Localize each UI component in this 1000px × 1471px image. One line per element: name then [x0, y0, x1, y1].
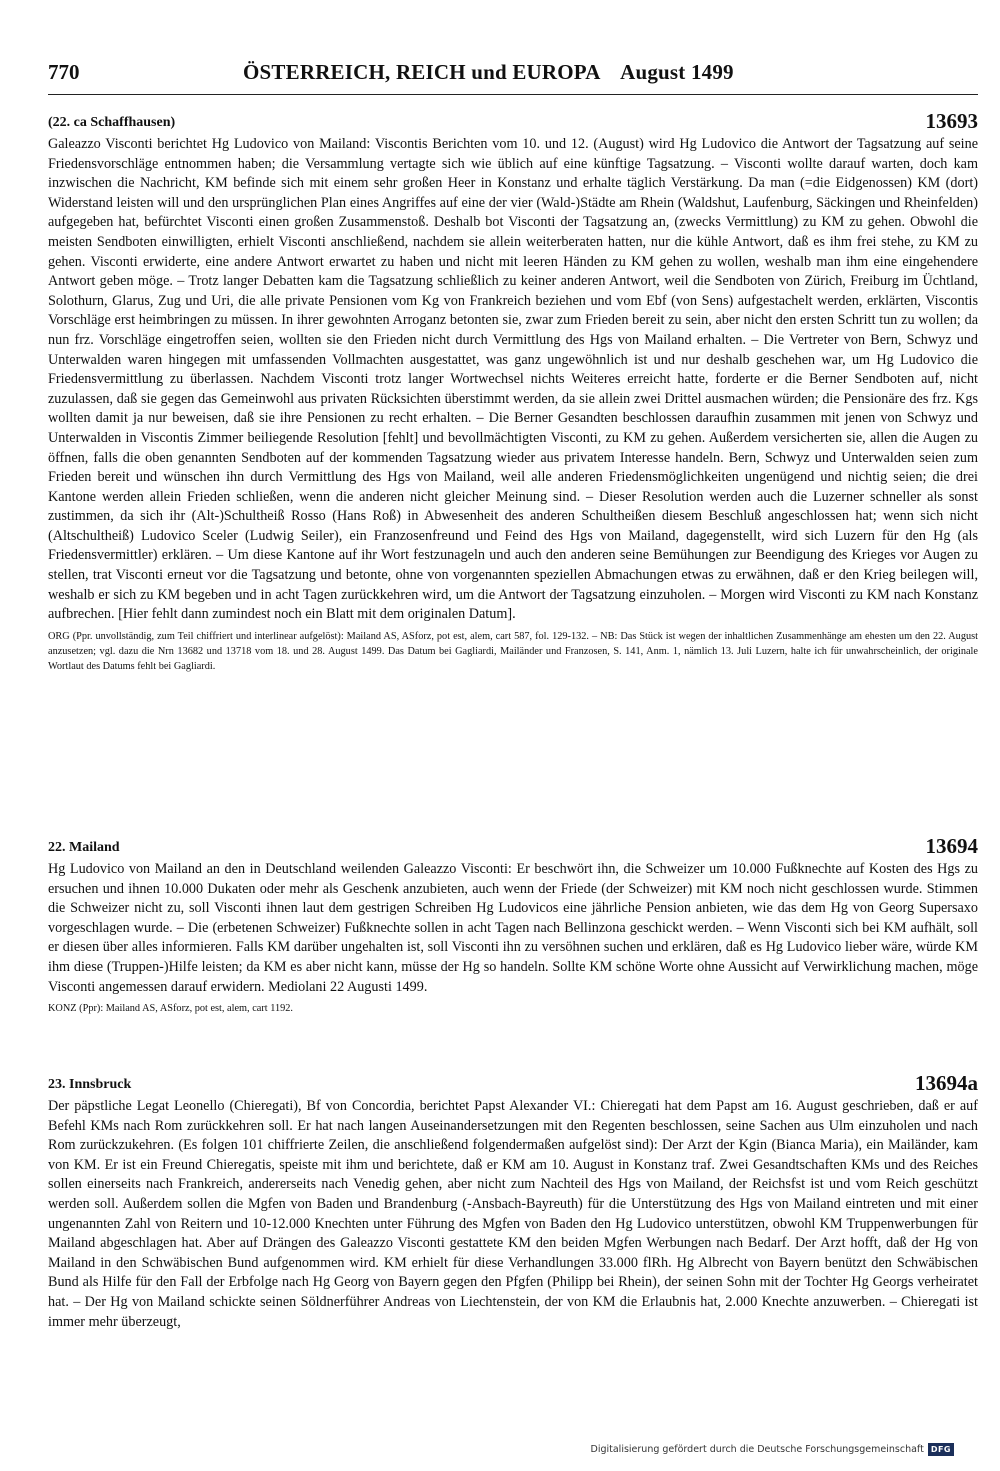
entry-13694a: [48, 1071, 978, 1332]
entry-number: 13693: [925, 109, 978, 133]
entry-13693: [48, 109, 978, 674]
entry-source: KONZ (Ppr): Mailand AS, ASforz, pot est, alem, cart 1192.: [48, 1003, 293, 1015]
credit-text: Digitalisierung gefördert durch die Deutsche Forschungsgemeinschaft: [590, 1444, 924, 1455]
entry-place: (22. ca Schaffhausen): [48, 115, 176, 130]
running-title: ÖSTERREICH, REICH und EUROPA August 1499: [243, 60, 734, 84]
entry-number: 13694a: [915, 1071, 978, 1095]
entry-body: Hg Ludovico von Mailand an den in Deutschland weilenden Galeazzo Visconti: Er beschwört ihn, die Schweizer um 10.000 Fußknechte auf Kosten des Hgs zu ersuchen und ihnen 10.000 Dukaten oder mehr als Geschenk anzubieten, auch wenn der Friede (der Schweizer) mit KM noch nicht geschlossen wurde. Stimmen die Schweizer nicht zu, soll Visconti ihnen laut dem gestrigen Schreiben Hg Ludovicos eine jährliche Pension anbieten, wie das dem Hg von Georg Supersaxo vorgeschlagen wurde. – Die (erbetenen Schweizer) Fußknechte sollen in acht Tagen nach Bellinzona geschickt werden. – Wenn Visconti sich bei KM aufhält, soll er diesen über alles informieren. Falls KM darüber ungehalten ist, soll Visconti ihn zu versöhnen suchen und erklären, daß es Hg Ludovico lieber wäre, würde KM ihm diese (Truppen-)Hilfe leisten; da KM es aber nicht kann, müsse der Hg so handeln. Sollte KM schöne Worte ohne Aussicht auf Verwirklichung machen, möge Visconti angemessen darauf erwidern. Mediolani 22 Augusti 1499.: [48, 861, 978, 995]
entry-header: [48, 109, 978, 135]
digitization-credit: [591, 1443, 954, 1456]
entry-header: [48, 834, 978, 860]
entry-body: Der päpstliche Legat Leonello (Chieregati), Bf von Concordia, berichtet Papst Alexander VI.: Chieregati hat dem Papst am 16. August geschrieben, daß er auf Befehl KMs nach Rom zurückkehren soll. Er hat nach langen Auseinandersetzungen mit den Regenten beschlossen, seine Sachen aus Ulm einzuholen und nach Rom zurückzukehren. (Es folgen 101 chiffrierte Zeilen, die anschließend folgendermaßen aufgelöst sind): Der Arzt der Kgin (Bianca Maria), ein Mailänder, kam von KM. Er ist ein Freund Chieregatis, speiste mit ihm und berichtete, daß er KM am 10. August in Konstanz traf. Zwei Gesandtschaften KMs und des Reiches sollen einerseits nach Frankreich, andererseits nach Venedig gehen, aber nicht zum Nachteil des Hgs von Mailand, der Reichsfst ist und vom Reich geschützt werden soll. Außerdem sollen die Mgfen von Baden und Brandenburg (-Ansbach-Bayreuth) für die Unterstützung des Hgs von Mailand eintreten und mit einer ungenannten Zahl von Reitern und 10-12.000 Knechten unter Führung des Mgfen von Baden den Hg Ludovico unterstützen, obwohl KM Truppenwerbungen für Mailand abgeschlagen hat. Aber auf Drängen des Galeazzo Visconti gestattete KM den beiden Mgfen Werbungen nach Bedarf. Der Arzt hofft, daß der Hg von Mailand in den Schwäbischen Bund aufgenommen wird. KM erhielt für diese Verhandlungen 33.000 flRh. Hg Albrecht von Bayern benützt den Schwäbischen Bund als Hilfe für den Fall der Erbfolge nach Hg Georg von Bayern gegen den Pfgfen (Philipp bei Rhein), der seinen Sohn mit der Tochter Hg Georgs verheiratet hat. – Der Hg von Mailand schickte seinen Söldnerführer Andreas von Liechtenstein, der von KM die Erlaubnis hat, 2.000 Knechte anzuwerben. – Chieregati ist immer mehr überzeugt,: [48, 1098, 978, 1330]
entry-body: Galeazzo Visconti berichtet Hg Ludovico von Mailand: Viscontis Berichten vom 10. und 12. (August) wird Hg Ludovico die Antwort der Tagsatzung auf seine Friedensvorschläge entnommen haben; die Versammlung vertagte sich wie üblich auf eine künftige Tagsatzung. – Visconti wollte darauf warten, doch kam inzwischen die Nachricht, KM befinde sich mit einem sehr großen Heer in Konstanz und erhalte täglich Verstärkung. Da man (=die Eidgenossen) KM (dort) Widerstand leisten will und den ursprünglichen Plan eines Angriffes auf eine der vier (Wald-)Städte am Rhein (Waldshut, Laufenburg, Säckingen und Rheinfelden) aufgegeben hat, befürchtet Visconti einen großen Zusammenstoß. Deshalb bot Visconti der Tagsatzung an, (zwecks Vermittlung) zu KM zu gehen. Obwohl die meisten Sendboten einwilligten, erhielt Visconti anschließend, nachdem sie allein weiterberaten hatten, nur die kühle Antwort, daß es ihm frei stehe, zu KM zu gehen. Visconti erwiderte, eine andere Antwort erwartet zu haben und nicht mit leeren Händen zu KM gehen zu wollen, weshalb man ihm eine eingehendere Antwort geben möge. – Trotz langer Debatten kam die Tagsatzung schließlich zu keiner anderen Antwort, weil die Sendboten von Zürich, Freiburg im Üchtland, Solothurn, Glarus, Zug und Uri, die alle private Pensionen vom Kg von Frankreich beziehen und vom Ebf (von Sens) aufgestachelt werden, erklärten, Viscontis Vorschläge erst heimbringen zu müssen. In ihrer gewohnten Arroganz betonten sie, zwar zum Frieden bereit zu sein, aber nicht den ersten Schritt tun zu wollen; da nun frz. Vorschläge eingetroffen seien, wollten sie den Frieden nicht durch Vermittlung des Hgs von Mailand erhalten. – Die Vertreter von Bern, Schwyz und Unterwalden waren hingegen mit umfassenden Vollmachten ausgestattet, was ganz ungewöhnlich ist und nur deshalb geschehen war, um Hg Ludovico die Friedensvermittlung zu überlassen. Nachdem Visconti trotz langer Wortwechsel nichts Weiteres erreicht hatte, forderte er die Berner Sendboten auf, nicht zuzulassen, daß sie gegen das Gemeinwohl aus privaten Rücksichten überstimmt werden, da sie allein zwei Drittel ausmachen würden; die Pensionäre des frz. Kgs wollten damit ja nur beweisen, daß sie ihre Pensionen zu recht erhalten. – Die Berner Gesandten beschlossen daraufhin zusammen mit jenen von Schwyz und Unterwalden in Viscontis Zimmer beiliegende Resolution [fehlt] und bevollmächtigten Visconti, zu KM zu gehen. Außerdem versicherten sie, allen die Augen zu öffnen, falls die oben genannten Sendboten auf der kommenden Tagsatzung wieder aus privatem Interesse handeln. Bern, Schwyz und Unterwalden seien zum Frieden bereit und wünschen ihn durch Vermittlung des Hgs von Mailand, weil alle anderen Friedensmöglichkeiten ungenügend und nichtig seien; die drei Kantone werden allein Frieden schließen, wenn die anderen nicht gleicher Meinung sind. – Dieser Resolution werden auch die Luzerner schneller als sonst zustimmen, da sich ihr (Alt-)Schultheiß Rosso (Hans Roß) in Abwesenheit des anderen Schultheißen diesem Beschluß angeschlossen hat; wenn sich nicht (Altschultheiß) Ludovico Sceler (Ludwig Seiler), ein Franzosenfreund und Feind des Hgs von Mailand, dagegenstellt, wird sich Luzern für den Hg (als Friedensvermittler) erklären. – Um diese Kantone auf ihr Wort festzunageln und auch den anderen seine Bemühungen zur Beendigung des Krieges vor Augen zu stellen, trat Visconti erneut vor die Tagsatzung und betonte, ohne von vorgenannten speziellen Abmachungen etwas zu erwähnen, daß er den Krieg beilegen will, weshalb er sich zu KM begeben und in acht Tagen zurückkehren wird, um die Antwort der Tagsatzung einzuholen. – Morgen wird Visconti zu KM nach Konstanz aufbrechen. [Hier fehlt dann zumindest noch ein Blatt mit dem originalen Datum].: [48, 136, 978, 623]
entry-place: 22. Mailand: [48, 840, 120, 855]
entry-header: [48, 1071, 978, 1097]
dfg-logo: DFG: [928, 1443, 954, 1456]
entry-13694: [48, 834, 978, 1016]
entry-number: 13694: [925, 834, 978, 858]
running-head: [48, 60, 978, 95]
entry-place: 23. Innsbruck: [48, 1077, 132, 1092]
page-number: 770: [48, 60, 80, 84]
entry-source: ORG (Ppr. unvollständig, zum Teil chiffriert und interlinear aufgelöst): Mailand AS, ASforz, pot est, alem, cart 587, fol. 129-132. – NB: Das Stück ist wegen der inhaltlichen Zusammenhänge am ehesten um den 22. August anzusetzen; vgl. dazu die Nrn 13682 und 13718 vom 18. und 28. August 1499. Das Datum bei Gagliardi, Mailänder und Franzosen, S. 141, Anm. 1, nämlich 13. Juli Luzern, halte ich für unwahrscheinlich, der originale Wortlaut des Datums fehlt bei Gagliardi.: [48, 630, 978, 673]
